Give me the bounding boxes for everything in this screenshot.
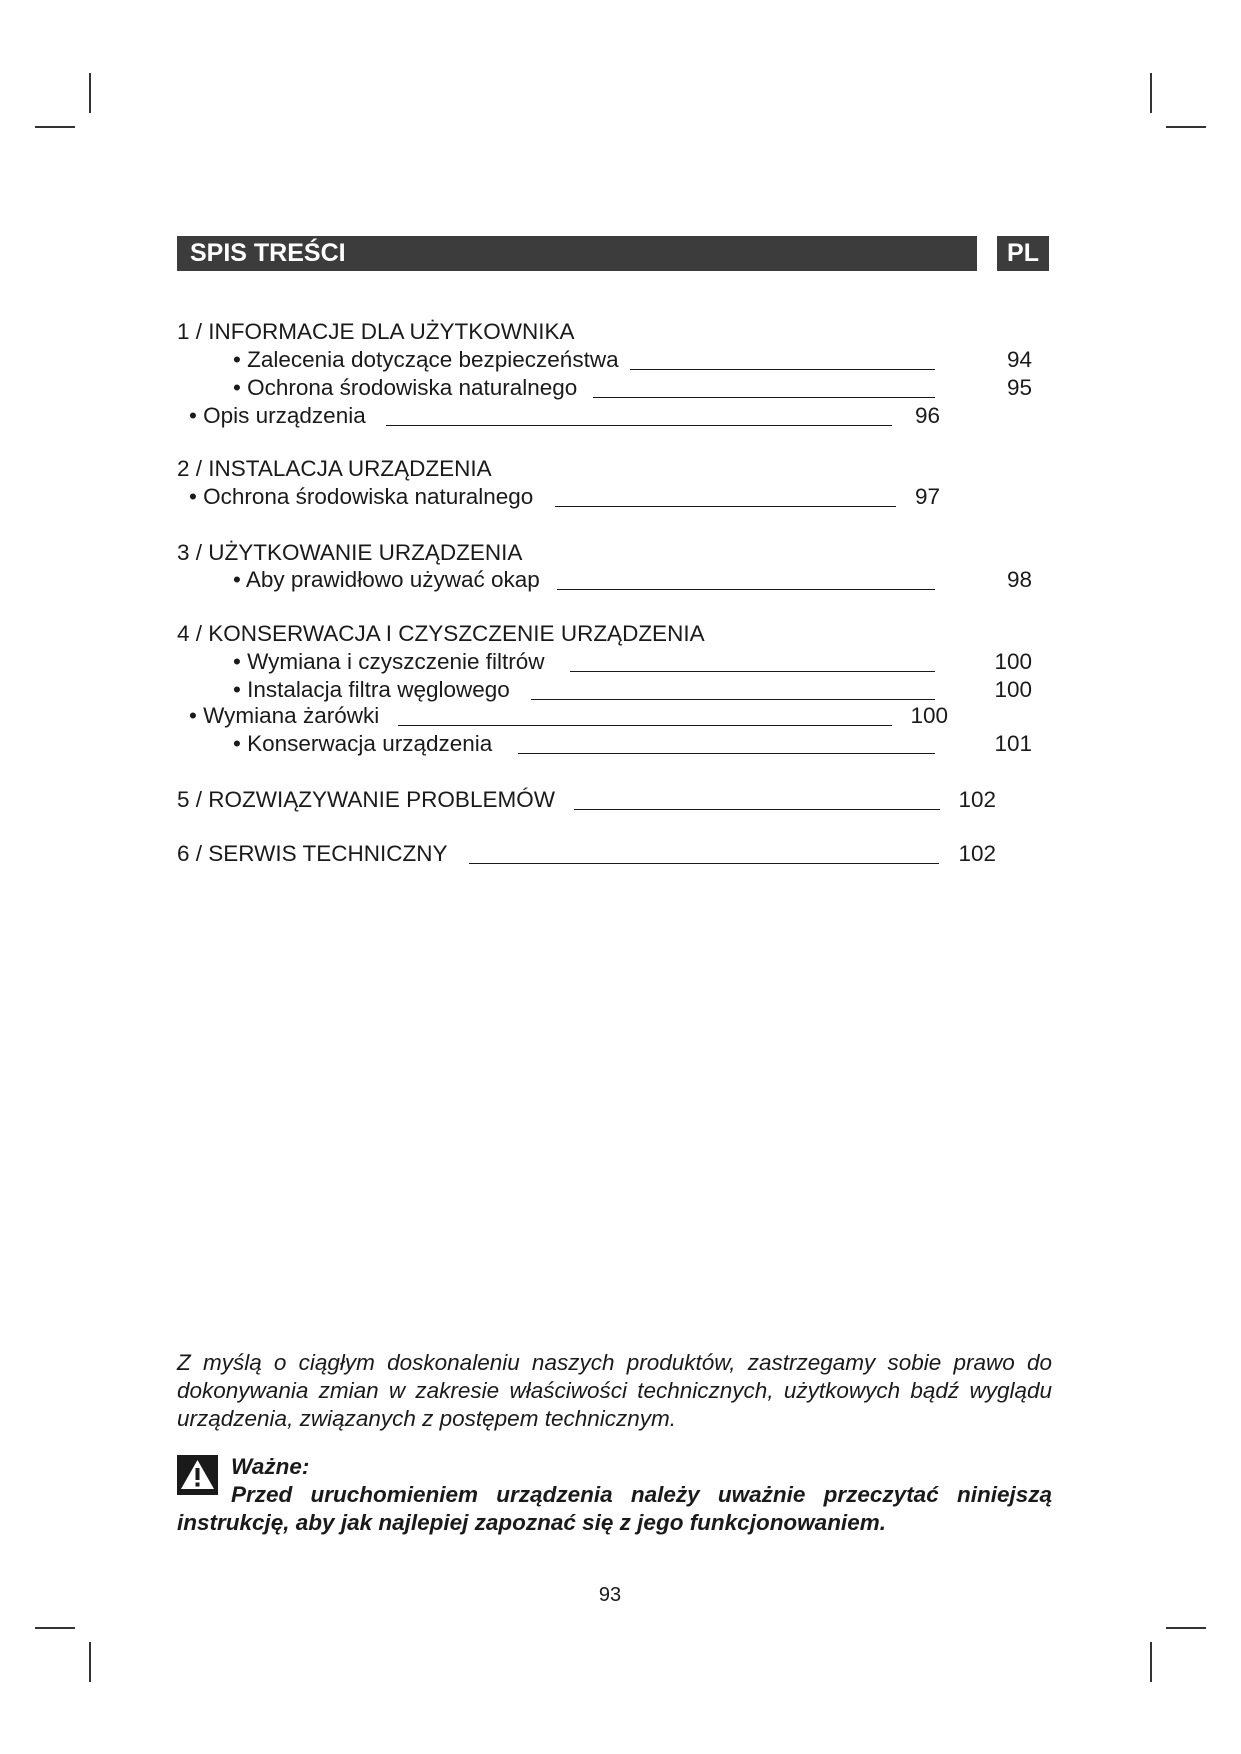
toc-page-number: 102 [958,841,996,866]
crop-mark-bottom-right-horizontal [1166,1627,1206,1629]
toc-page-number: 100 [910,703,948,728]
crop-mark-bottom-left-horizontal [35,1627,75,1629]
crop-mark-top-left-vertical [89,73,91,113]
toc-leader [574,809,940,810]
toc-page-number: 95 [1006,375,1032,400]
page-number: 93 [598,1584,622,1606]
toc-leader [593,397,935,398]
toc-page-number: 97 [914,484,940,509]
crop-mark-bottom-left-vertical [89,1642,91,1682]
toc-page-number: 100 [994,649,1032,674]
toc-leader [555,506,896,507]
warning-title: Ważne: [231,1454,310,1479]
toc-section-6-heading: 6 / SERWIS TECHNICZNY [177,841,448,866]
toc-page-number: 98 [1006,567,1032,592]
warning-text: Przed uruchomieniem urządzenia należy uważnie przeczytać niniejszą instrukcję, aby jak najlepiej zapoznać się z jego funkcjonowaniem. [177,1482,1052,1535]
toc-leader [386,425,892,426]
toc-section-3-heading: 3 / UŻYTKOWANIE URZĄDZENIA [177,540,523,565]
toc-page-number: 101 [994,731,1032,756]
toc-item-safety: • Zalecenia dotyczące bezpieczeństwa [233,347,619,372]
toc-leader [557,589,935,590]
toc-section-4-heading: 4 / KONSERWACJA I CZYSZCZENIE URZĄDZENIA [177,621,705,646]
language-badge: PL [997,236,1049,271]
toc-leader [398,725,892,726]
toc-page-number: 94 [1006,347,1032,372]
toc-leader [570,671,935,672]
toc-leader [630,369,935,370]
toc-leader [469,863,939,864]
crop-mark-top-left-horizontal [35,126,75,128]
toc-leader [518,753,935,754]
crop-mark-top-right-vertical [1150,73,1152,113]
toc-item-carbon-filter: • Instalacja filtra węglowego [233,677,510,702]
toc-leader [531,699,935,700]
toc-section-2-heading: 2 / INSTALACJA URZĄDZENIA [177,456,492,481]
crop-mark-top-right-horizontal [1166,126,1206,128]
toc-item-filters: • Wymiana i czyszczenie filtrów [233,649,545,674]
page-title: SPIS TREŚCI [177,236,977,271]
crop-mark-bottom-right-vertical [1150,1642,1152,1682]
toc-page-number: 96 [914,403,940,428]
toc-item-maintenance: • Konserwacja urządzenia [233,731,493,756]
toc-section-1-heading: 1 / INFORMACJE DLA UŻYTKOWNIKA [177,319,575,344]
toc-page-number: 100 [994,677,1032,702]
toc-section-5-heading: 5 / ROZWIĄZYWANIE PROBLEMÓW [177,787,555,812]
toc-item-environment: • Ochrona środowiska naturalnego [233,375,578,400]
toc-page-number: 102 [958,787,996,812]
toc-item-device-description: • Opis urządzenia [189,403,366,428]
toc-item-environment-install: • Ochrona środowiska naturalnego [189,484,534,509]
toc-item-proper-use: • Aby prawidłowo używać okap [233,567,540,592]
toc-item-bulb-replacement: • Wymiana żarówki [189,703,380,728]
disclaimer-text: Z myślą o ciągłym doskonaleniu naszych produktów, zastrzegamy sobie prawo do dokonywania zmian w zakresie właściwości technicznych, użytkowych bądź wyglądu urządzenia, związanych z postępem technicznym. [177,1350,1052,1431]
